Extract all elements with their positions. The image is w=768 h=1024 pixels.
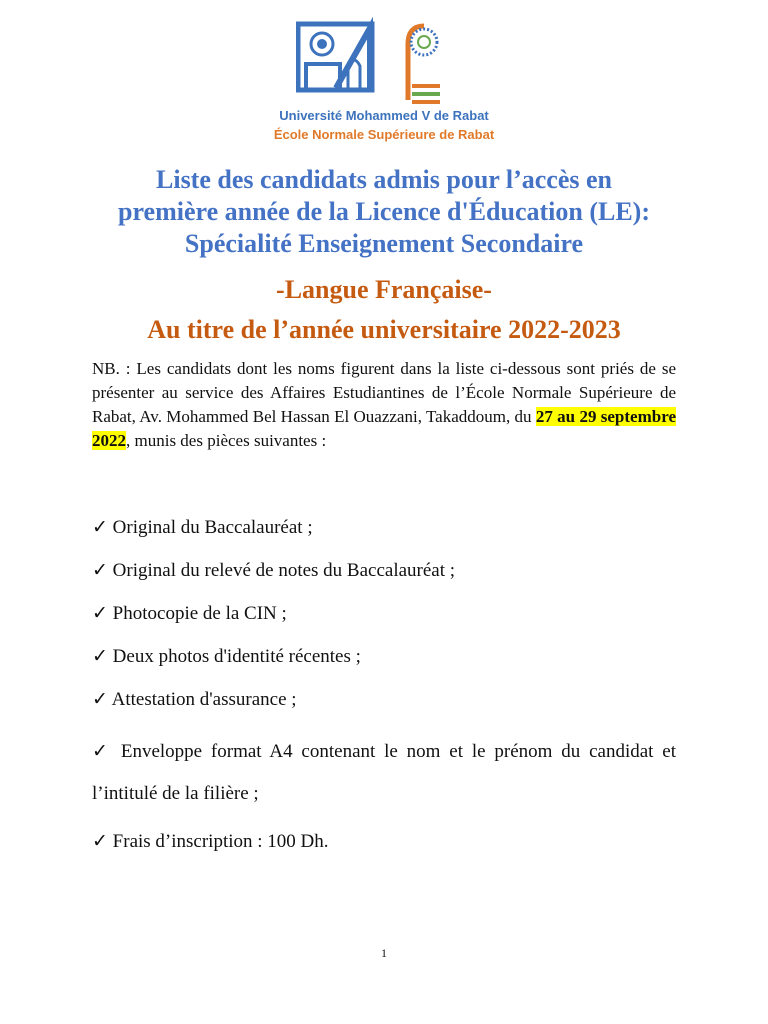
notice-text-end: , munis des pièces suivantes : (126, 431, 327, 450)
page-number: 1 (381, 946, 387, 960)
university-logo (296, 14, 446, 106)
notice-paragraph (92, 357, 676, 453)
title-line: première année de la Licence d'Éducation (LE): (118, 197, 650, 226)
title-line: Spécialité Enseignement Secondaire (184, 229, 584, 258)
document-title (60, 164, 708, 260)
academic-year-heading: Au titre de l’année universitaire 2022-2023 (147, 315, 621, 344)
list-item: ✓ Frais d’inscription : 100 Dh. (92, 831, 329, 852)
list-item: ✓ Original du Baccalauréat ; (92, 517, 313, 538)
specialty-heading: -Langue Française- (276, 275, 492, 304)
title-line: Liste des candidats admis pour l’accès en (156, 165, 612, 194)
required-documents-list (92, 516, 676, 873)
list-item: ✓ Original du relevé de notes du Baccalauréat ; (92, 560, 456, 581)
list-item: ✓ Enveloppe format A4 contenant le nom et le prénom du candidat et l’intitulé de la filière ; (92, 741, 676, 804)
school-name: École Normale Supérieure de Rabat (273, 127, 495, 142)
list-item: ✓ Deux photos d'identité récentes ; (92, 646, 361, 667)
notice-text: NB. : Les candidats dont les noms figurent dans la liste ci-dessous sont priés de se présenter au service des Affaires Estudiantines de l’École Normale Supérieure de Rabat, Av. Mohammed Bel Hassan El Ouazzani, Takaddoum, du (92, 359, 676, 426)
date-highlight: 27 au 29 septembre 2022 (92, 407, 676, 450)
university-name: Université Mohammed V de Rabat (279, 108, 489, 123)
list-item: ✓ Photocopie de la CIN ; (92, 603, 287, 624)
list-item: ✓ Attestation d'assurance ; (92, 689, 297, 710)
